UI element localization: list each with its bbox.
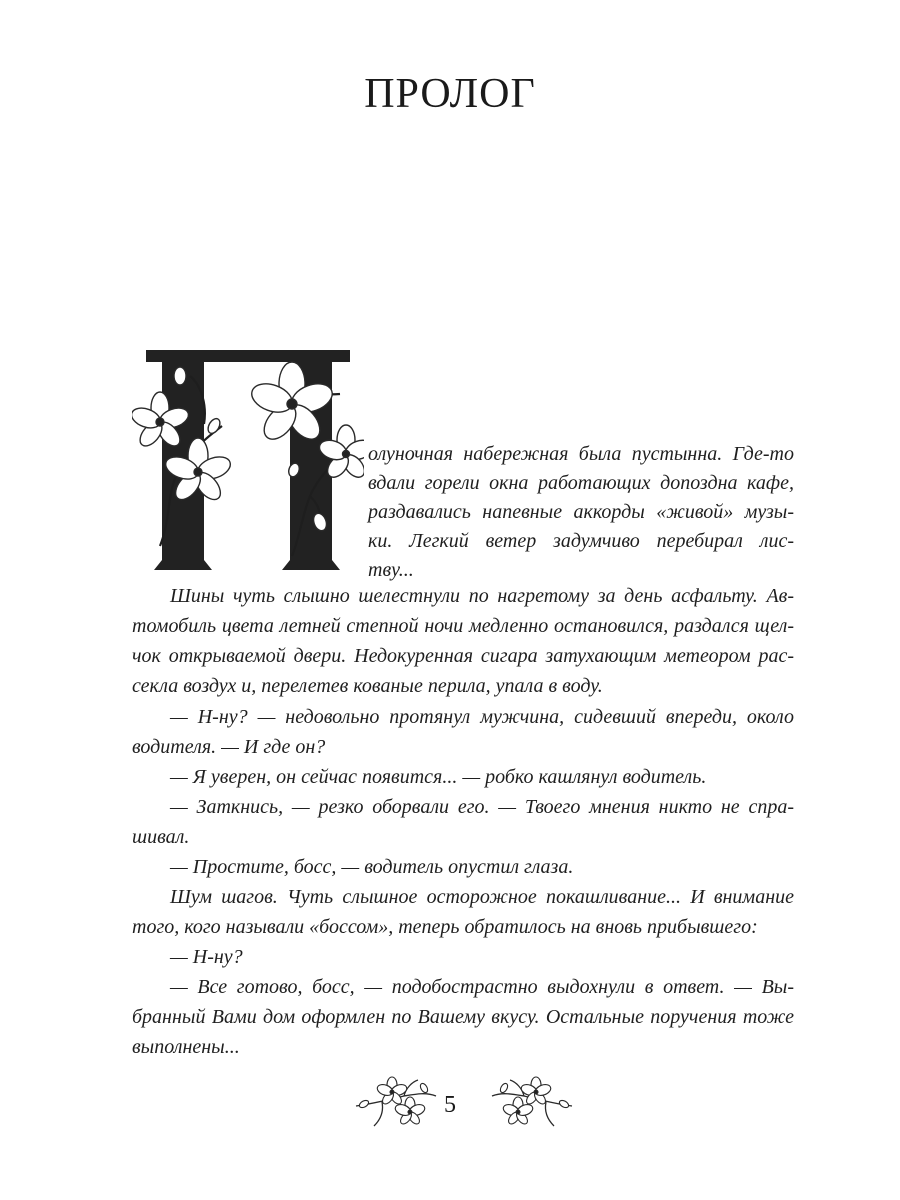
- text-line: олуночная набережная была пустынна. Где-то: [368, 443, 794, 465]
- chapter-title: ПРОЛОГ: [364, 71, 536, 117]
- body-text: [132, 0, 794, 1200]
- text-line: секла воздух и, перелетев кованые перила, упала в воду.: [132, 675, 603, 697]
- text-line: — Я уверен, он сейчас появится... — робко кашлянул водитель.: [170, 766, 707, 788]
- text-line: ки. Легкий ветер задумчиво перебирал лис-: [368, 530, 794, 552]
- text-line: бранный Вами дом оформлен по Вашему вкусу. Остальные поручения тоже: [132, 1006, 794, 1028]
- text-line: раздавались напевные аккорды «живой» музы-: [368, 501, 794, 523]
- text-line: водителя. — И где он?: [132, 736, 326, 758]
- text-line: Шум шагов. Чуть слышное осторожное покашливание... И внимание: [170, 886, 794, 908]
- text-line: — Заткнись, — резко оборвали его. — Твоего мнения никто не спра-: [170, 796, 794, 818]
- left-flower-ornament-icon: [352, 1074, 438, 1134]
- text-line: тву...: [368, 559, 414, 581]
- right-flower-ornament-icon: [490, 1074, 576, 1134]
- text-line: томобиль цвета летней степной ночи медленно остановился, раздался щел-: [132, 615, 794, 637]
- text-line: — Простите, босс, — водитель опустил глаза.: [170, 856, 574, 878]
- page-number: 5: [444, 1092, 456, 1118]
- text-line: выполнены...: [132, 1036, 240, 1058]
- text-line: шивал.: [132, 826, 190, 848]
- text-line: Шины чуть слышно шелестнули по нагретому за день асфальту. Ав-: [170, 585, 794, 607]
- text-line: вдали горели окна работающих допоздна кафе,: [368, 472, 794, 494]
- text-line: — Н-ну?: [170, 946, 243, 968]
- text-line: — Н-ну? — недовольно протянул мужчина, сидевший впереди, около: [170, 706, 794, 728]
- text-line: чок открываемой двери. Недокуренная сигара затухающим метеором рас-: [132, 645, 794, 667]
- text-line: — Все готово, босс, — подобострастно выдохнули в ответ. — Вы-: [170, 976, 794, 998]
- text-line: того, кого называли «боссом», теперь обратилось на вновь прибывшего:: [132, 916, 758, 938]
